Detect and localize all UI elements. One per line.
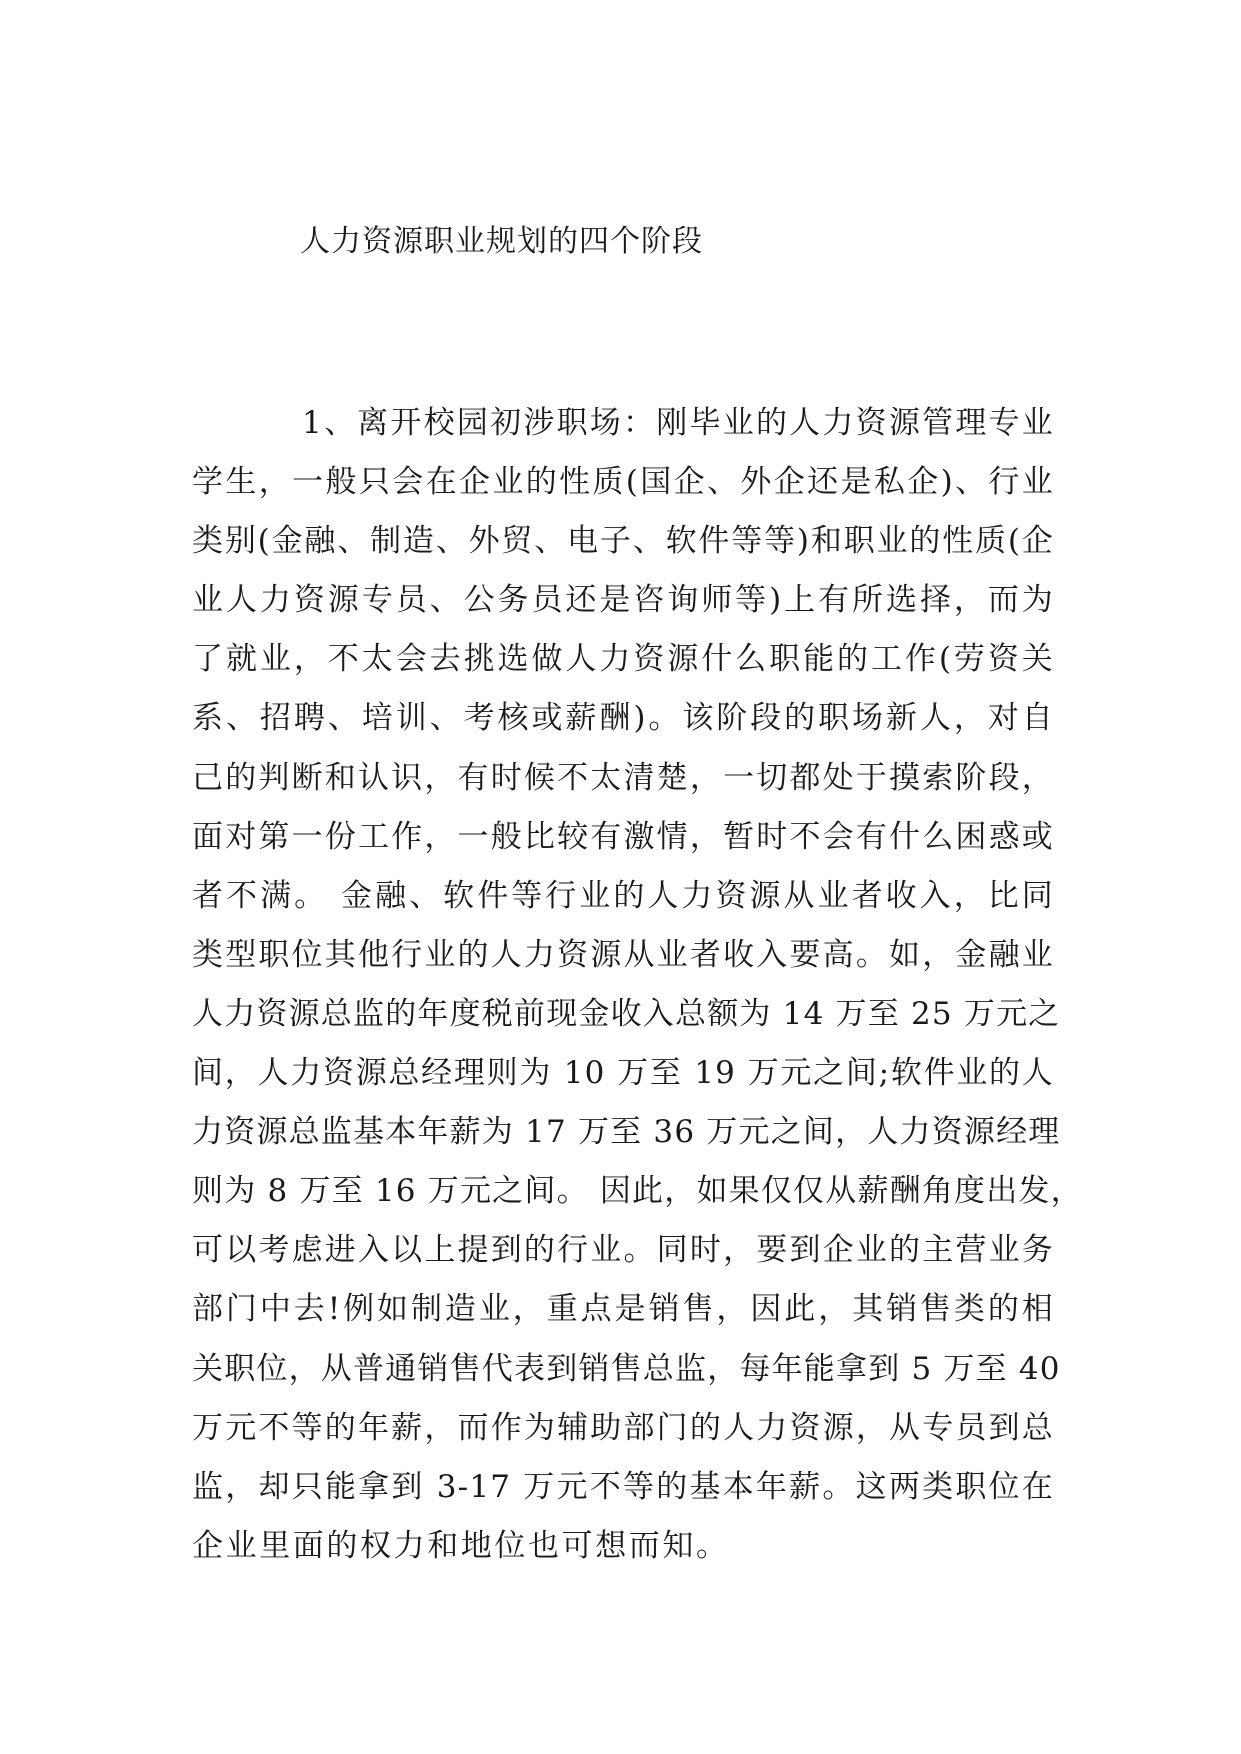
paragraph-line: 学生，一般只会在企业的性质(国企、外企还是私企)、行业: [192, 464, 1054, 501]
paragraph-line: 间，人力资源总经理则为 10 万至 19 万元之间;软件业的人: [192, 1055, 1054, 1092]
paragraph-line: 1、离开校园初涉职场：刚毕业的人力资源管理专业: [302, 405, 1054, 441]
paragraph-line: 者不满。 金融、软件等行业的人力资源从业者收入，比同: [192, 877, 1054, 914]
paragraph-line: 人力资源总监的年度税前现金收入总额为 14 万至 25 万元之: [192, 995, 1061, 1032]
paragraph-line: 监，却只能拿到 3-17 万元不等的基本年薪。这两类职位在: [192, 1468, 1054, 1505]
paragraph-line: 可以考虑进入以上提到的行业。同时，要到企业的主营业务: [192, 1232, 1054, 1269]
paragraph-line: 类型职位其他行业的人力资源从业者收入要高。如，金融业: [192, 936, 1054, 973]
paragraph-line: 力资源总监基本年薪为 17 万至 36 万元之间，人力资源经理: [192, 1114, 1061, 1151]
paragraph-line: 系、招聘、培训、考核或薪酬)。该阶段的职场新人，对自: [192, 700, 1054, 737]
paragraph-line: 类别(金融、制造、外贸、电子、软件等等)和职业的性质(企: [192, 523, 1054, 560]
paragraph-line: 则为 8 万至 16 万元之间。 因此，如果仅仅从薪酬角度出发，: [192, 1173, 1083, 1210]
paragraph-line: 万元不等的年薪，而作为辅助部门的人力资源，从专员到总: [192, 1409, 1054, 1446]
document-title: 人力资源职业规划的四个阶段: [300, 224, 703, 259]
paragraph-line: 面对第一份工作，一般比较有激情，暂时不会有什么困惑或: [192, 818, 1054, 855]
paragraph-line: 了就业，不太会去挑选做人力资源什么职能的工作(劳资关: [192, 641, 1054, 678]
body-paragraph: [192, 394, 1083, 1576]
paragraph-line: 关职位，从普通销售代表到销售总监，每年能拿到 5 万至 40: [192, 1350, 1061, 1387]
paragraph-line: 企业里面的权力和地位也可想而知。: [192, 1527, 730, 1564]
paragraph-line: 己的判断和认识，有时候不太清楚，一切都处于摸索阶段，: [192, 759, 1054, 796]
paragraph-line: 部门中去!例如制造业，重点是销售，因此，其销售类的相: [192, 1291, 1054, 1328]
paragraph-line: 业人力资源专员、公务员还是咨询师等)上有所选择，而为: [192, 582, 1054, 619]
